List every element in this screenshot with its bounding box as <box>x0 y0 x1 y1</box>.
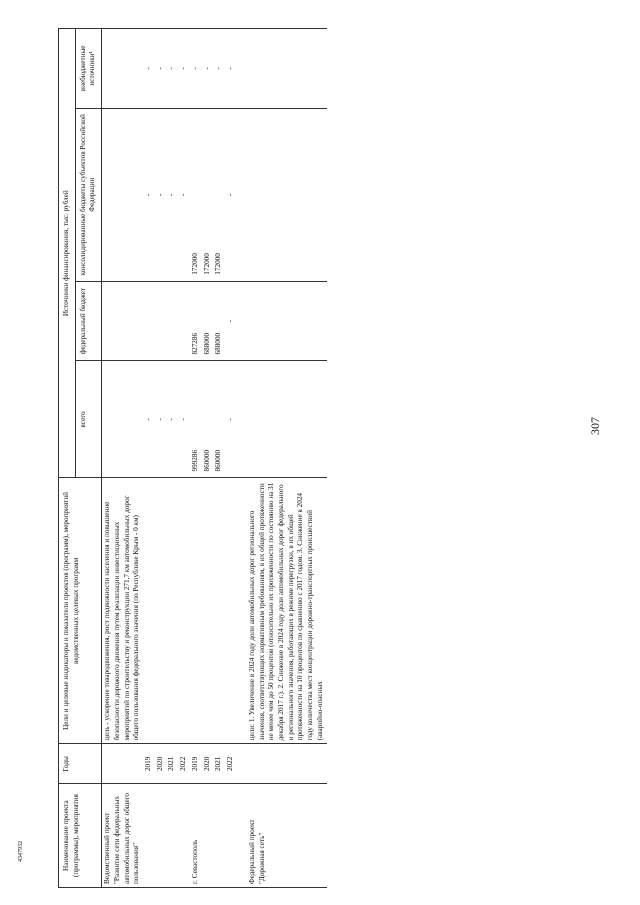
header-goals: Цели и целевые индикаторы и показатели проектов (программ), мероприятий ведомственных целевых программ <box>59 478 102 744</box>
row-extra <box>102 29 143 109</box>
row-total: - <box>166 361 178 478</box>
row-name <box>225 784 237 888</box>
row-year: 2020 <box>155 744 167 784</box>
row-goals <box>213 478 225 744</box>
header-consolidated: консолидированные бюджеты субъектов Российской Федерации <box>75 108 101 281</box>
header-total: всего <box>75 361 101 478</box>
header-name: Наименование проекта (программы), мероприятия <box>59 784 102 888</box>
table-row <box>102 29 143 888</box>
spacer-cell <box>237 108 247 281</box>
row-year: 2019 <box>190 744 202 784</box>
rotated-table-sheet <box>58 28 578 888</box>
row-name <box>155 784 167 888</box>
row-extra: - <box>178 29 190 109</box>
row-federal: - <box>225 281 237 361</box>
row-name <box>143 784 155 888</box>
row-consolidated: - <box>225 108 237 281</box>
row-name: г. Севастополь <box>190 784 202 888</box>
row-year: 2019 <box>143 744 155 784</box>
row-consolidated: - <box>143 108 155 281</box>
row-consolidated: 172000 <box>213 108 225 281</box>
row-federal <box>155 281 167 361</box>
row-name <box>202 784 214 888</box>
spacer-cell <box>237 478 247 744</box>
spacer-cell <box>237 744 247 784</box>
row-year <box>102 744 143 784</box>
row-goals <box>143 478 155 744</box>
table-body <box>102 29 327 888</box>
row-federal <box>166 281 178 361</box>
table-row <box>225 29 237 888</box>
row-extra: - <box>155 29 167 109</box>
spacer-cell <box>237 784 247 888</box>
row-year: 2020 <box>202 744 214 784</box>
row-extra <box>247 29 327 109</box>
row-goals <box>155 478 167 744</box>
spacer-cell <box>237 281 247 361</box>
row-year: 2021 <box>213 744 225 784</box>
row-consolidated: - <box>166 108 178 281</box>
row-total: - <box>155 361 167 478</box>
row-name: Федеральный проект "Дорожная сеть" <box>247 784 327 888</box>
row-total: 860000 <box>213 361 225 478</box>
row-total <box>247 361 327 478</box>
row-goals <box>225 478 237 744</box>
table-row <box>190 29 202 888</box>
header-extra: внебюджетные источники¹ <box>75 29 101 109</box>
row-goals: цель - ускорение товародвижения, рост подвижности населения и повышение безопасности дорожного движения путем реализации инвестиционных мероприятий по строительству и реконструкции 271,7 км автомобильных дорог общего пользования федерального значения (по Республике Крым - 0 км) <box>102 478 143 744</box>
table-row-spacer <box>237 29 247 888</box>
header-funding-group: Источники финансирования, тыс. рублей <box>59 29 76 478</box>
row-federal <box>178 281 190 361</box>
row-goals <box>166 478 178 744</box>
row-federal <box>247 281 327 361</box>
document-id: 4347932 <box>18 841 24 862</box>
row-extra: - <box>225 29 237 109</box>
row-name <box>213 784 225 888</box>
table-row <box>178 29 190 888</box>
row-year: 2021 <box>166 744 178 784</box>
row-consolidated: 172000 <box>190 108 202 281</box>
row-extra: - <box>213 29 225 109</box>
spacer-cell <box>237 29 247 109</box>
table-row <box>166 29 178 888</box>
row-goals <box>178 478 190 744</box>
header-years: Годы <box>59 744 102 784</box>
page-number: 307 <box>588 417 602 435</box>
row-total: 999286 <box>190 361 202 478</box>
spacer-cell <box>237 361 247 478</box>
header-federal: федеральный бюджет <box>75 281 101 361</box>
row-total: 860000 <box>202 361 214 478</box>
row-year: 2022 <box>225 744 237 784</box>
table-row <box>143 29 155 888</box>
row-name: Ведомственный проект "Развитие сети федеральных автомобильных дорог общего пользования" <box>102 784 143 888</box>
row-federal <box>102 281 143 361</box>
row-consolidated <box>247 108 327 281</box>
table-row <box>202 29 214 888</box>
row-total: - <box>178 361 190 478</box>
row-total: - <box>143 361 155 478</box>
row-goals <box>190 478 202 744</box>
table-header <box>59 29 102 888</box>
row-year <box>247 744 327 784</box>
row-federal <box>143 281 155 361</box>
row-extra: - <box>143 29 155 109</box>
table-row <box>213 29 225 888</box>
row-federal: 688000 <box>202 281 214 361</box>
row-name <box>166 784 178 888</box>
row-consolidated: - <box>178 108 190 281</box>
row-goals <box>202 478 214 744</box>
row-extra: - <box>190 29 202 109</box>
row-consolidated: - <box>155 108 167 281</box>
row-extra: - <box>166 29 178 109</box>
row-goals: цели: 1. Увеличение в 2024 году доли автомобильных дорог регионального значения, соответствующих нормативным требованиям, в их общей протяженности не менее чем до 50 процентов (относительно их протяженности по состоянию на 31 декабря 2017 г.). 2. Снижение в 2024 году доли автомобильных дорог федерального и регионального значения, работающих в режиме перегрузки, в их общей протяженности на 10 процентов по сравнению с 2017 годом. 3. Снижение в 2024 году количества мест концентрации дорожно-транспортных происшествий (аварийно-опасных <box>247 478 327 744</box>
table-row <box>247 29 327 888</box>
row-extra: - <box>202 29 214 109</box>
row-consolidated: 172000 <box>202 108 214 281</box>
row-total <box>102 361 143 478</box>
row-total: - <box>225 361 237 478</box>
financing-table <box>58 28 327 888</box>
row-federal: 688000 <box>213 281 225 361</box>
row-name <box>178 784 190 888</box>
row-year: 2022 <box>178 744 190 784</box>
row-federal: 827286 <box>190 281 202 361</box>
row-consolidated <box>102 108 143 281</box>
table-row <box>155 29 167 888</box>
